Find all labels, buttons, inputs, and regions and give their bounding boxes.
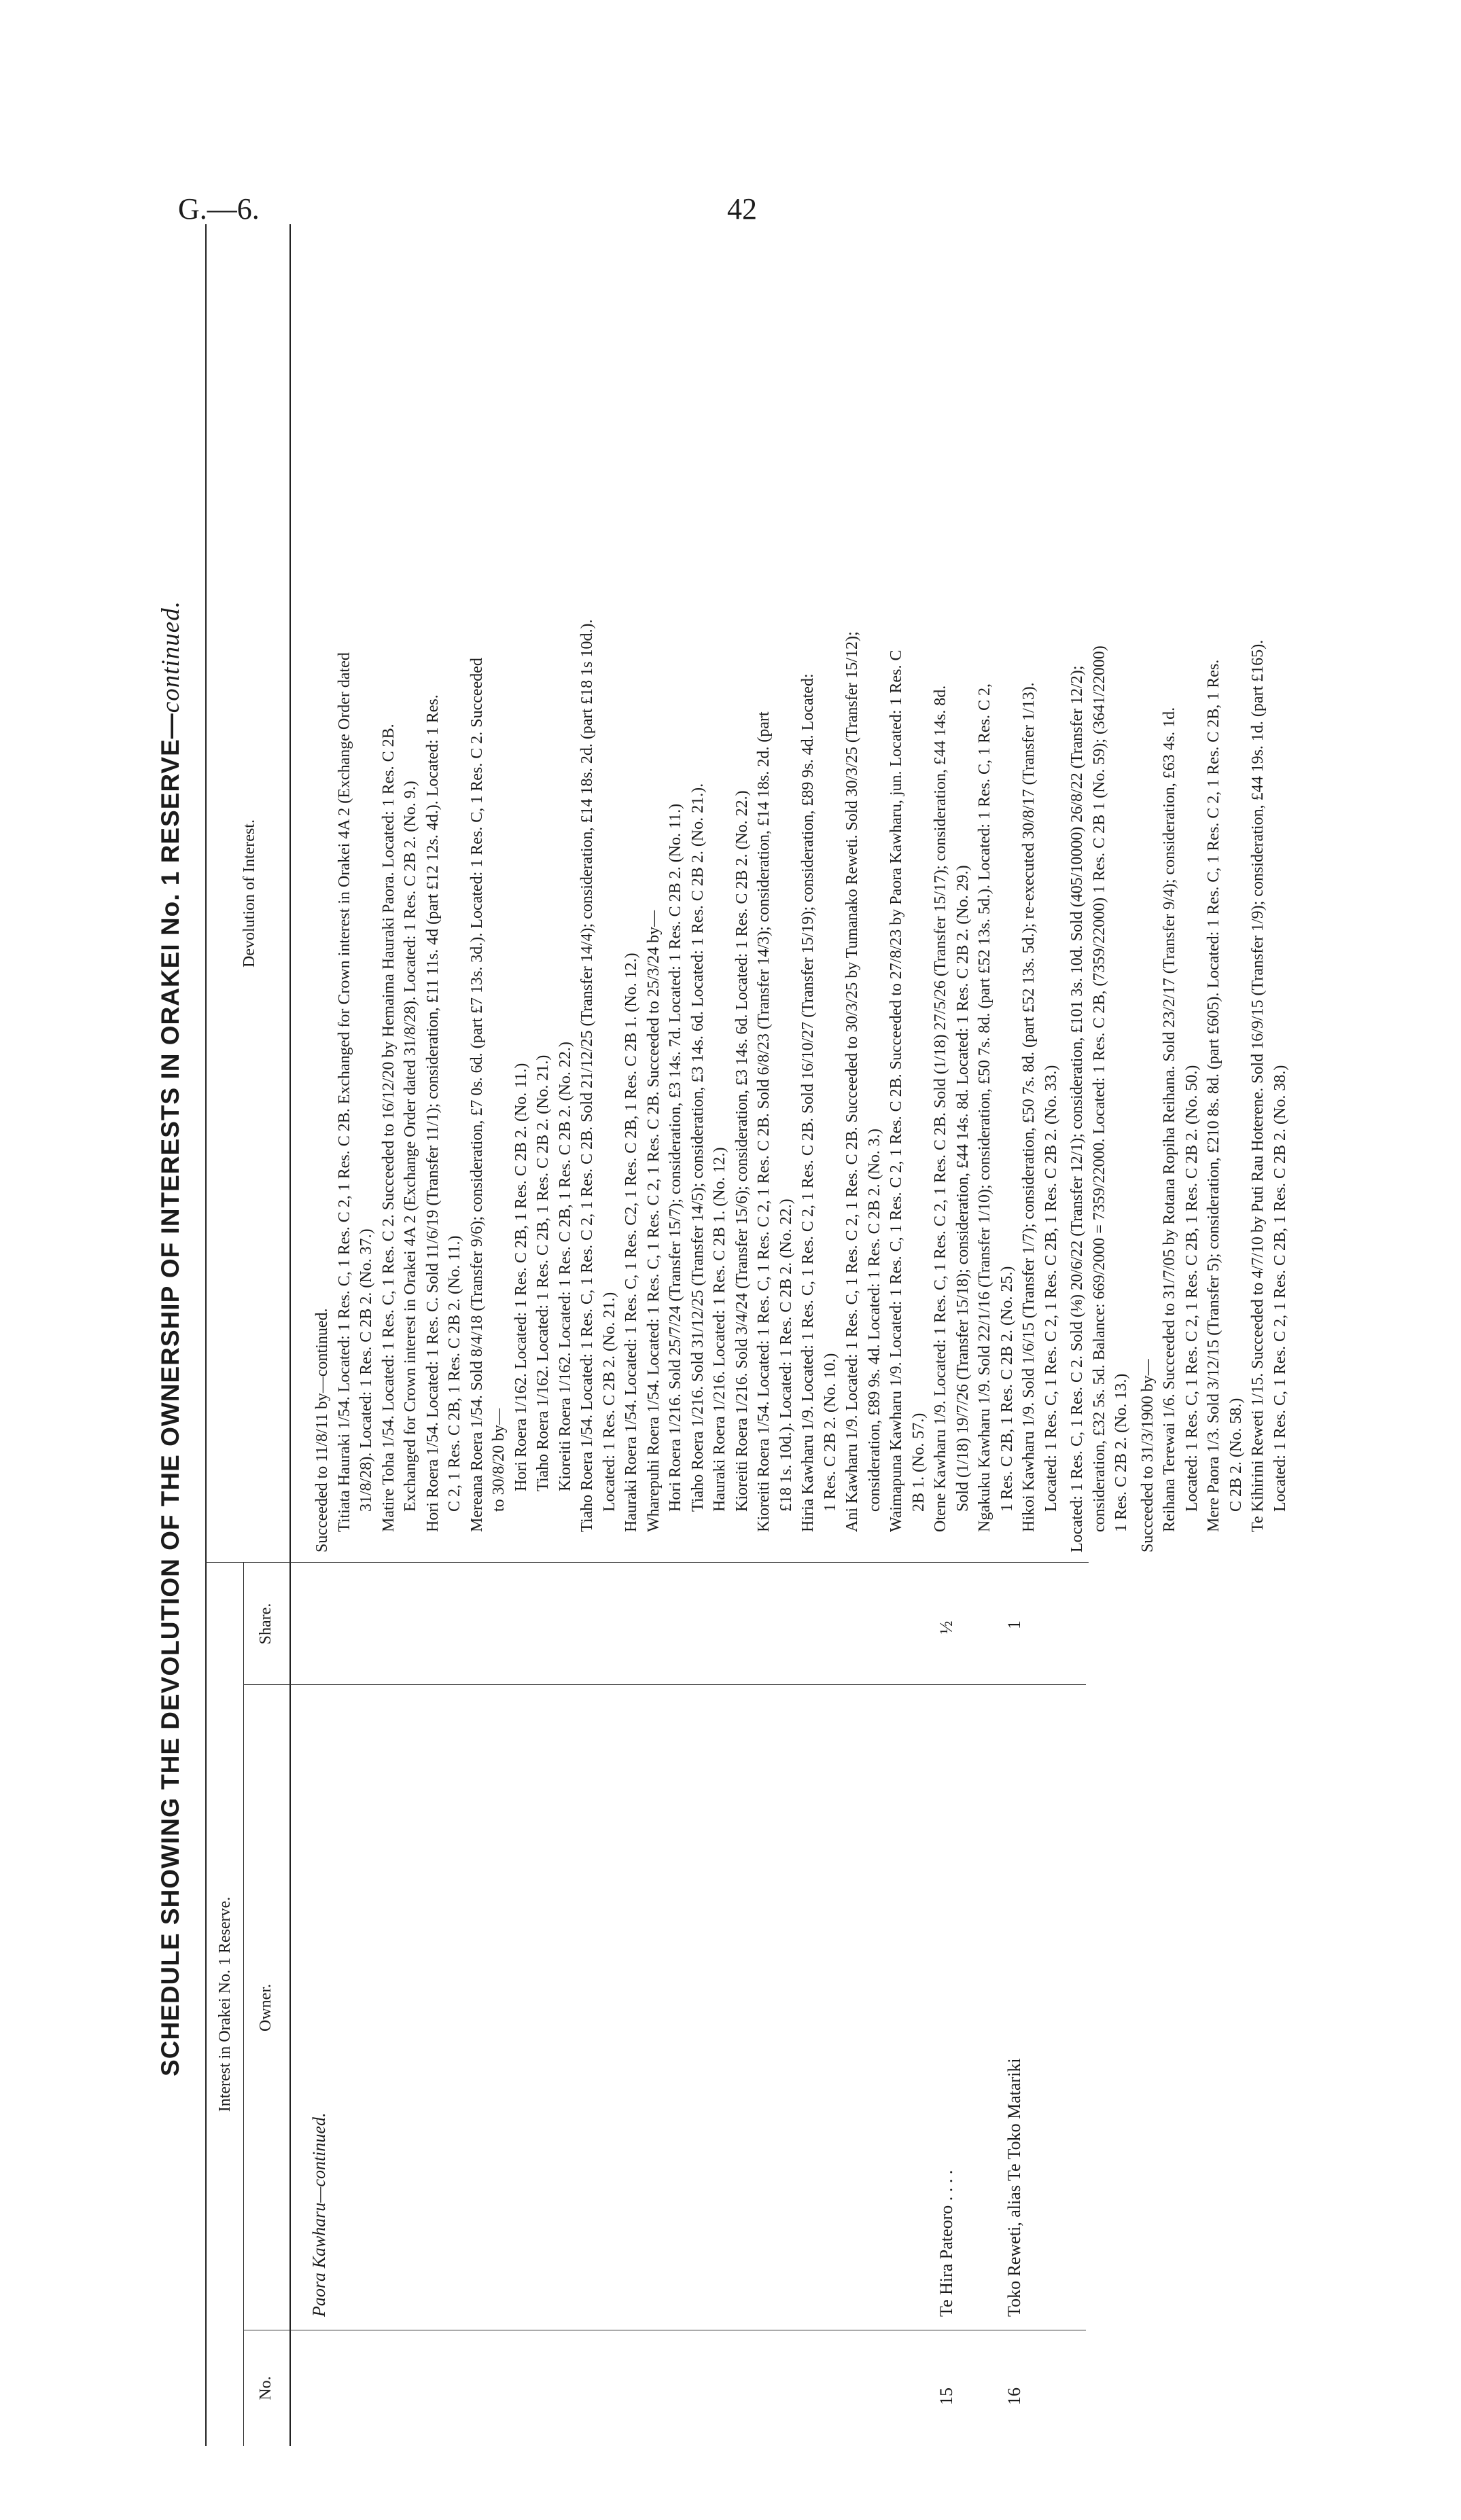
devolution-line: consideration, £32 5s. 5d. Balance: 669/2000 = 7359/22000. Located: 1 Res. C 2B, (7359/22000) 1 Res. C 2B 1 (No. 59); (3641/22000) [1090,645,1108,1532]
devolution-line: Otene Kawharu 1/9. Located: 1 Res. C, 1 Res. C 2, 1 Res. C 2B. Sold (1/18) 27/5/26 (Transfer 15/17); consideration, £44 14s. 8d. [932,685,949,1532]
devolution-line: Waimapuna Kawharu 1/9. Located: 1 Res. C, 1 Res. C 2, 1 Res. C 2B. Succeeded to 27/8/23 by Paora Kawharu, jun. Located: 1 Res. C [887,650,905,1532]
devolution-line: Matire Toha 1/54. Located: 1 Res. C, 1 Res. C 2. Succeeded to 16/12/20 by Hemaima Hauraki Paora. Located: 1 Res. C 2B. [379,724,398,1532]
devolution-line: Titiata Hauraki 1/54. Located: 1 Res. C, 1 Res. C 2, 1 Res. C 2B. Exchanged for Crown interest in Orakei 4A 2 (Exchange Order dated [335,652,353,1532]
devolution-line: Hikoi Kawharu 1/9. Sold 1/6/15 (Transfer 1/7); consideration, £50 7s. 8d. (part £52 13s. 5d.); re-executed 30/8/17 (Transfer 1/13). [1020,682,1038,1532]
devolution-line: Kioreiti Roera 1/54. Located: 1 Res. C, 1 Res. C 2, 1 Res. C 2B. Sold 6/8/23 (Transfer 14/3); consideration, £14 18s. 2d. (part [755,711,773,1532]
devolution-line: Wharepuhi Roera 1/54. Located: 1 Res. C, 1 Res. C 2, 1 Res. C 2B. Succeeded to 25/3/24 by— [644,910,663,1532]
header-owner: Owner. [257,1984,275,2031]
devolution-line: C 2B 2. (No. 58.) [1227,1398,1245,1512]
header-no: No. [257,2376,275,2400]
devolution-line: Tiaho Roera 1/162. Located: 1 Res. C 2B, 1 Res. C 2B 2. (No. 21.) [534,1054,552,1491]
devolution-line: Mere Paora 1/3. Sold 3/12/15 (Transfer 5); consideration, £210 8s. 8d. (part £605). Located: 1 Res. C, 1 Res. C 2, 1 Res. C 2B, 1 Res. [1205,659,1222,1532]
header-share: Share. [257,1603,275,1645]
devolution-line: Located: 1 Res. C, 1 Res. C 2, 1 Res. C 2B, 1 Res. C 2B 2. (No. 50.) [1182,1065,1201,1512]
devolution-line: Located: 1 Res. C, 1 Res. C 2, 1 Res. C 2B, 1 Res. C 2B 2. (No. 38.) [1271,1065,1289,1512]
devolution-line: consideration, £89 9s. 4d. Located: 1 Res. C 2B 2. (No. 3.) [865,1129,883,1512]
devolution-line: Hauraki Roera 1/216. Located: 1 Res. C 2B 1. (No. 12.) [711,1147,728,1512]
rotated-schedule [156,217,1289,2460]
schedule-title-text: SCHEDULE SHOWING THE DEVOLUTION OF THE OWNERSHIP OF INTERESTS IN ORAKEI No. 1 RESERVE— [156,713,184,2076]
schedule-title [156,217,186,2460]
devolution-line: 2B 1. (No. 57.) [909,1413,928,1512]
owner-name-15: Te Hira Pateoro . . . . [936,2169,956,2317]
row-number-16: 16 [1004,2388,1024,2405]
devolution-line: Hori Roera 1/216. Sold 25/7/24 (Transfer 15/7); consideration, £3 14s. 7d. Located: 1 Res. C 2B 2. (No. 11.) [667,803,684,1512]
devolution-line: Hauraki Roera 1/54. Located: 1 Res. C, 1 Res. C2, 1 Res. C 2B, 1 Res. C 2B 1. (No. 12.) [622,953,640,1532]
devolution-line: Reihana Terewai 1/6. Succeeded to 31/7/05 by Rotana Ropiha Reihana. Sold 23/2/17 (Transfer 9/4); consideration, £63 4s. 1d. [1161,707,1178,1532]
devolution-line: Sold (1/18) 19/7/26 (Transfer 15/18); consideration, £44 14s. 8d. Located: 1 Res. C 2B 2. (No. 29.) [953,865,972,1512]
col-divider-owner [243,1684,1086,1685]
table-top-rule [205,224,207,2446]
devolution-line: Hiria Kawharu 1/9. Located: 1 Res. C, 1 Res. C 2, 1 Res. C 2B. Sold 16/10/27 (Transfer 15/19); consideration, £89 9s. 4d. Located: [799,673,817,1532]
devolution-entries [311,228,1291,1552]
devolution-line: C 2, 1 Res. C 2B, 1 Res. C 2B 2. (No. 11.) [446,1235,463,1512]
header-devolution: Devolution of Interest. [241,819,258,968]
devolution-line: Te Kihirini Reweti 1/15. Succeeded to 4/7/10 by Puti Rau Hoterene. Sold 16/9/15 (Transfer 1/9); consideration, £44 19s. 1d. (part £165). [1249,639,1267,1532]
devolution-line: Tiaho Roera 1/54. Located: 1 Res. C, 1 Res. C 2, 1 Res. C 2B. Sold 21/12/25 (Transfer 14/4); consideration, £14 18s. 2d. (part £18 1s 10d.). [578,619,596,1532]
devolution-line: Located: 1 Res. C, 1 Res. C 2, 1 Res. C 2B, 1 Res. C 2B 2. (No. 33.) [1042,1065,1060,1512]
devolution-line: Ani Kawharu 1/9. Located: 1 Res. C, 1 Res. C 2, 1 Res. C 2B. Succeeded to 30/3/25 by Tumanako Reweti. Sold 30/3/25 (Transfer 15/12); [843,631,861,1532]
col-divider-share [205,1562,1089,1563]
devolution-line: Succeeded to 11/8/11 by—continued. [313,1308,331,1552]
devolution-line: Hori Roera 1/54. Located: 1 Res. C. Sold 11/6/19 (Transfer 11/1); consideration, £11 11s. 4d (part £12 12s. 4d.). Located: 1 Res. [423,694,442,1532]
header-bottom-rule [289,224,291,2446]
owner-name: Paora Kawharu—continued. [309,2112,329,2317]
page-number: 42 [727,192,757,226]
devolution-line: Ngakuku Kawharu 1/9. Sold 22/1/16 (Transfer 1/10); consideration, £50 7s. 8d. (part £52 13s. 5d.). Located: 1 Res. C, 1 Res. C 2, [976,684,993,1532]
devolution-line: Succeeded to 31/3/1900 by— [1138,1359,1157,1552]
page-stamp: G.—6. [178,192,260,226]
row-number-15: 15 [936,2388,956,2405]
owner-name-16: Toko Reweti, alias Te Toko Matariki [1004,2058,1024,2317]
schedule-title-suffix: continued. [157,601,185,713]
devolution-line: Exchanged for Crown interest in Orakei 4A 2 (Exchange Order dated 31/8/28). Located: 1 Res. C 2B 2. (No. 9.) [402,781,419,1512]
devolution-line: Tiaho Roera 1/216. Sold 31/12/25 (Transfer 14/5); consideration, £3 14s. 6d. Located: 1 Res. C 2B 2. (No. 21.). [688,783,707,1512]
devolution-line: Located: 1 Res. C, 1 Res. C 2. Sold (⅛) 20/6/22 (Transfer 12/1); consideration, £101 3s. 10d. Sold (405/10000) 26/8/22 (Transfer 12/2); [1068,665,1086,1552]
devolution-line: 1 Res. C 2B 2. (No. 13.) [1112,1373,1130,1532]
devolution-line: 1 Res. C 2B, 1 Res. C 2B 2. (No. 25.) [998,1266,1016,1512]
devolution-line: Hori Roera 1/162. Located: 1 Res. C 2B, 1 Res. C 2B 2. (No. 11.) [512,1063,530,1491]
share-16: 1 [1004,1620,1024,1629]
devolution-line: £18 1s. 10d.). Located: 1 Res. C 2B 2. (No. 22.) [777,1199,795,1512]
owner-row-continued [309,2113,330,2317]
share-15: ½ [936,1620,956,1634]
devolution-line: to 30/8/20 by— [490,1408,508,1512]
devolution-line: Mereana Roera 1/54. Sold 8/4/18 (Transfer 9/6); consideration, £7 0s. 6d. (part £7 13s. 3d.). Located: 1 Res. C, 1 Res. C 2. Succeeded [468,658,486,1532]
header-interest-group: Interest in Orakei No. 1 Reserve. [216,1896,234,2112]
devolution-line: Kioreiti Roera 1/216. Sold 3/4/24 (Transfer 15/6); consideration, £3 14s. 6d. Located: 1 Res. C 2B 2. (No. 22.) [733,790,751,1512]
devolution-line: Kioreiti Roera 1/162. Located: 1 Res. C 2B, 1 Res. C 2B 2. (No. 22.) [556,1042,574,1491]
devolution-line: 31/8/28). Located: 1 Res. C 2B 2. (No. 37.) [357,1228,375,1512]
devolution-line: 1 Res. C 2B 2. (No. 10.) [821,1353,839,1512]
devolution-line: Located: 1 Res. C 2B 2. (No. 21.) [600,1292,618,1512]
group-header-rule [243,1563,244,2446]
